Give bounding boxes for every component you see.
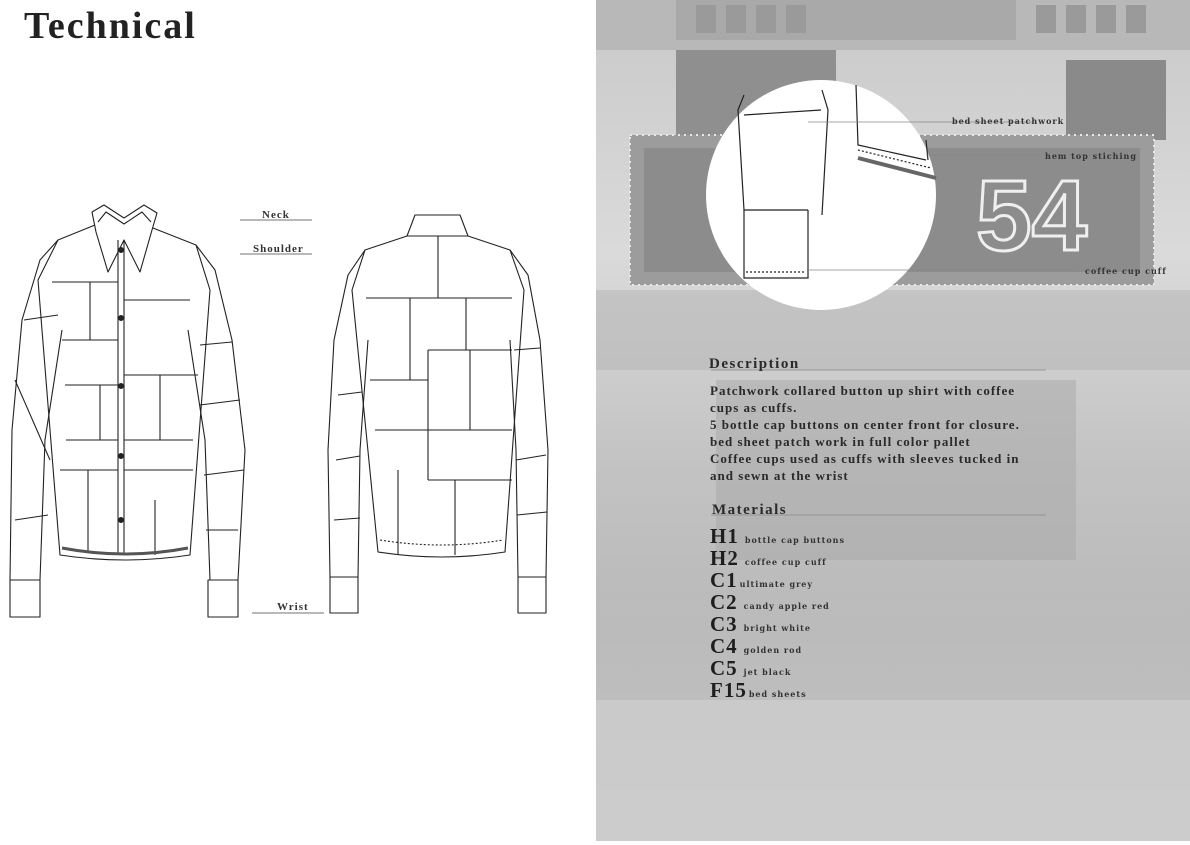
page-title: Technical xyxy=(24,5,197,47)
wrist-label: Wrist xyxy=(277,601,309,613)
material-name: candy apple red xyxy=(743,601,830,611)
material-code: C4 xyxy=(710,634,738,658)
description-line: 5 bottle cap buttons on center front for closure. xyxy=(710,417,1020,432)
technical-flats xyxy=(0,0,596,841)
material-item xyxy=(710,546,827,568)
material-name: bright white xyxy=(743,623,811,633)
materials-heading: Materials xyxy=(712,502,788,518)
back-shirt-flat xyxy=(328,215,548,613)
shoulder-label: Shoulder xyxy=(253,243,304,255)
material-name: jet black xyxy=(743,667,792,677)
material-item xyxy=(710,524,845,546)
material-code: C3 xyxy=(710,612,738,636)
material-item xyxy=(710,678,807,700)
material-name: bed sheets xyxy=(748,689,807,699)
description-line: Patchwork collared button up shirt with coffee xyxy=(710,383,1016,398)
front-shirt-flat xyxy=(10,205,245,617)
material-code: C1 xyxy=(710,568,738,592)
material-code: C2 xyxy=(710,590,738,614)
material-name: golden rod xyxy=(743,645,803,655)
material-item xyxy=(710,656,791,678)
material-code: F15 xyxy=(710,678,747,702)
shirt-flats-drawing xyxy=(0,0,596,841)
description-line: and sewn at the wrist xyxy=(710,468,849,483)
description-text xyxy=(710,382,1070,484)
callout-coffee-cup-cuff: coffee cup cuff xyxy=(1085,266,1167,276)
material-name: ultimate grey xyxy=(739,579,814,589)
material-item xyxy=(710,590,830,612)
material-code: H1 xyxy=(710,524,739,548)
sign-54: 54 xyxy=(976,160,1088,272)
material-item xyxy=(710,634,802,656)
description-line: cups as cuffs. xyxy=(710,400,798,415)
callout-hem-top-stitching: hem top stiching xyxy=(1045,151,1137,161)
material-item xyxy=(710,612,811,634)
material-name: bottle cap buttons xyxy=(744,535,845,545)
material-name: coffee cup cuff xyxy=(744,557,827,567)
description-heading: Description xyxy=(709,356,800,372)
material-code: H2 xyxy=(710,546,739,570)
material-item xyxy=(710,568,813,590)
neck-label: Neck xyxy=(262,209,290,221)
description-line: bed sheet patch work in full color pallet xyxy=(710,434,971,449)
callout-bed-sheet-patchwork: bed sheet patchwork xyxy=(952,116,1065,126)
material-code: C5 xyxy=(710,656,738,680)
description-line: Coffee cups used as cuffs with sleeves tucked in xyxy=(710,451,1020,466)
